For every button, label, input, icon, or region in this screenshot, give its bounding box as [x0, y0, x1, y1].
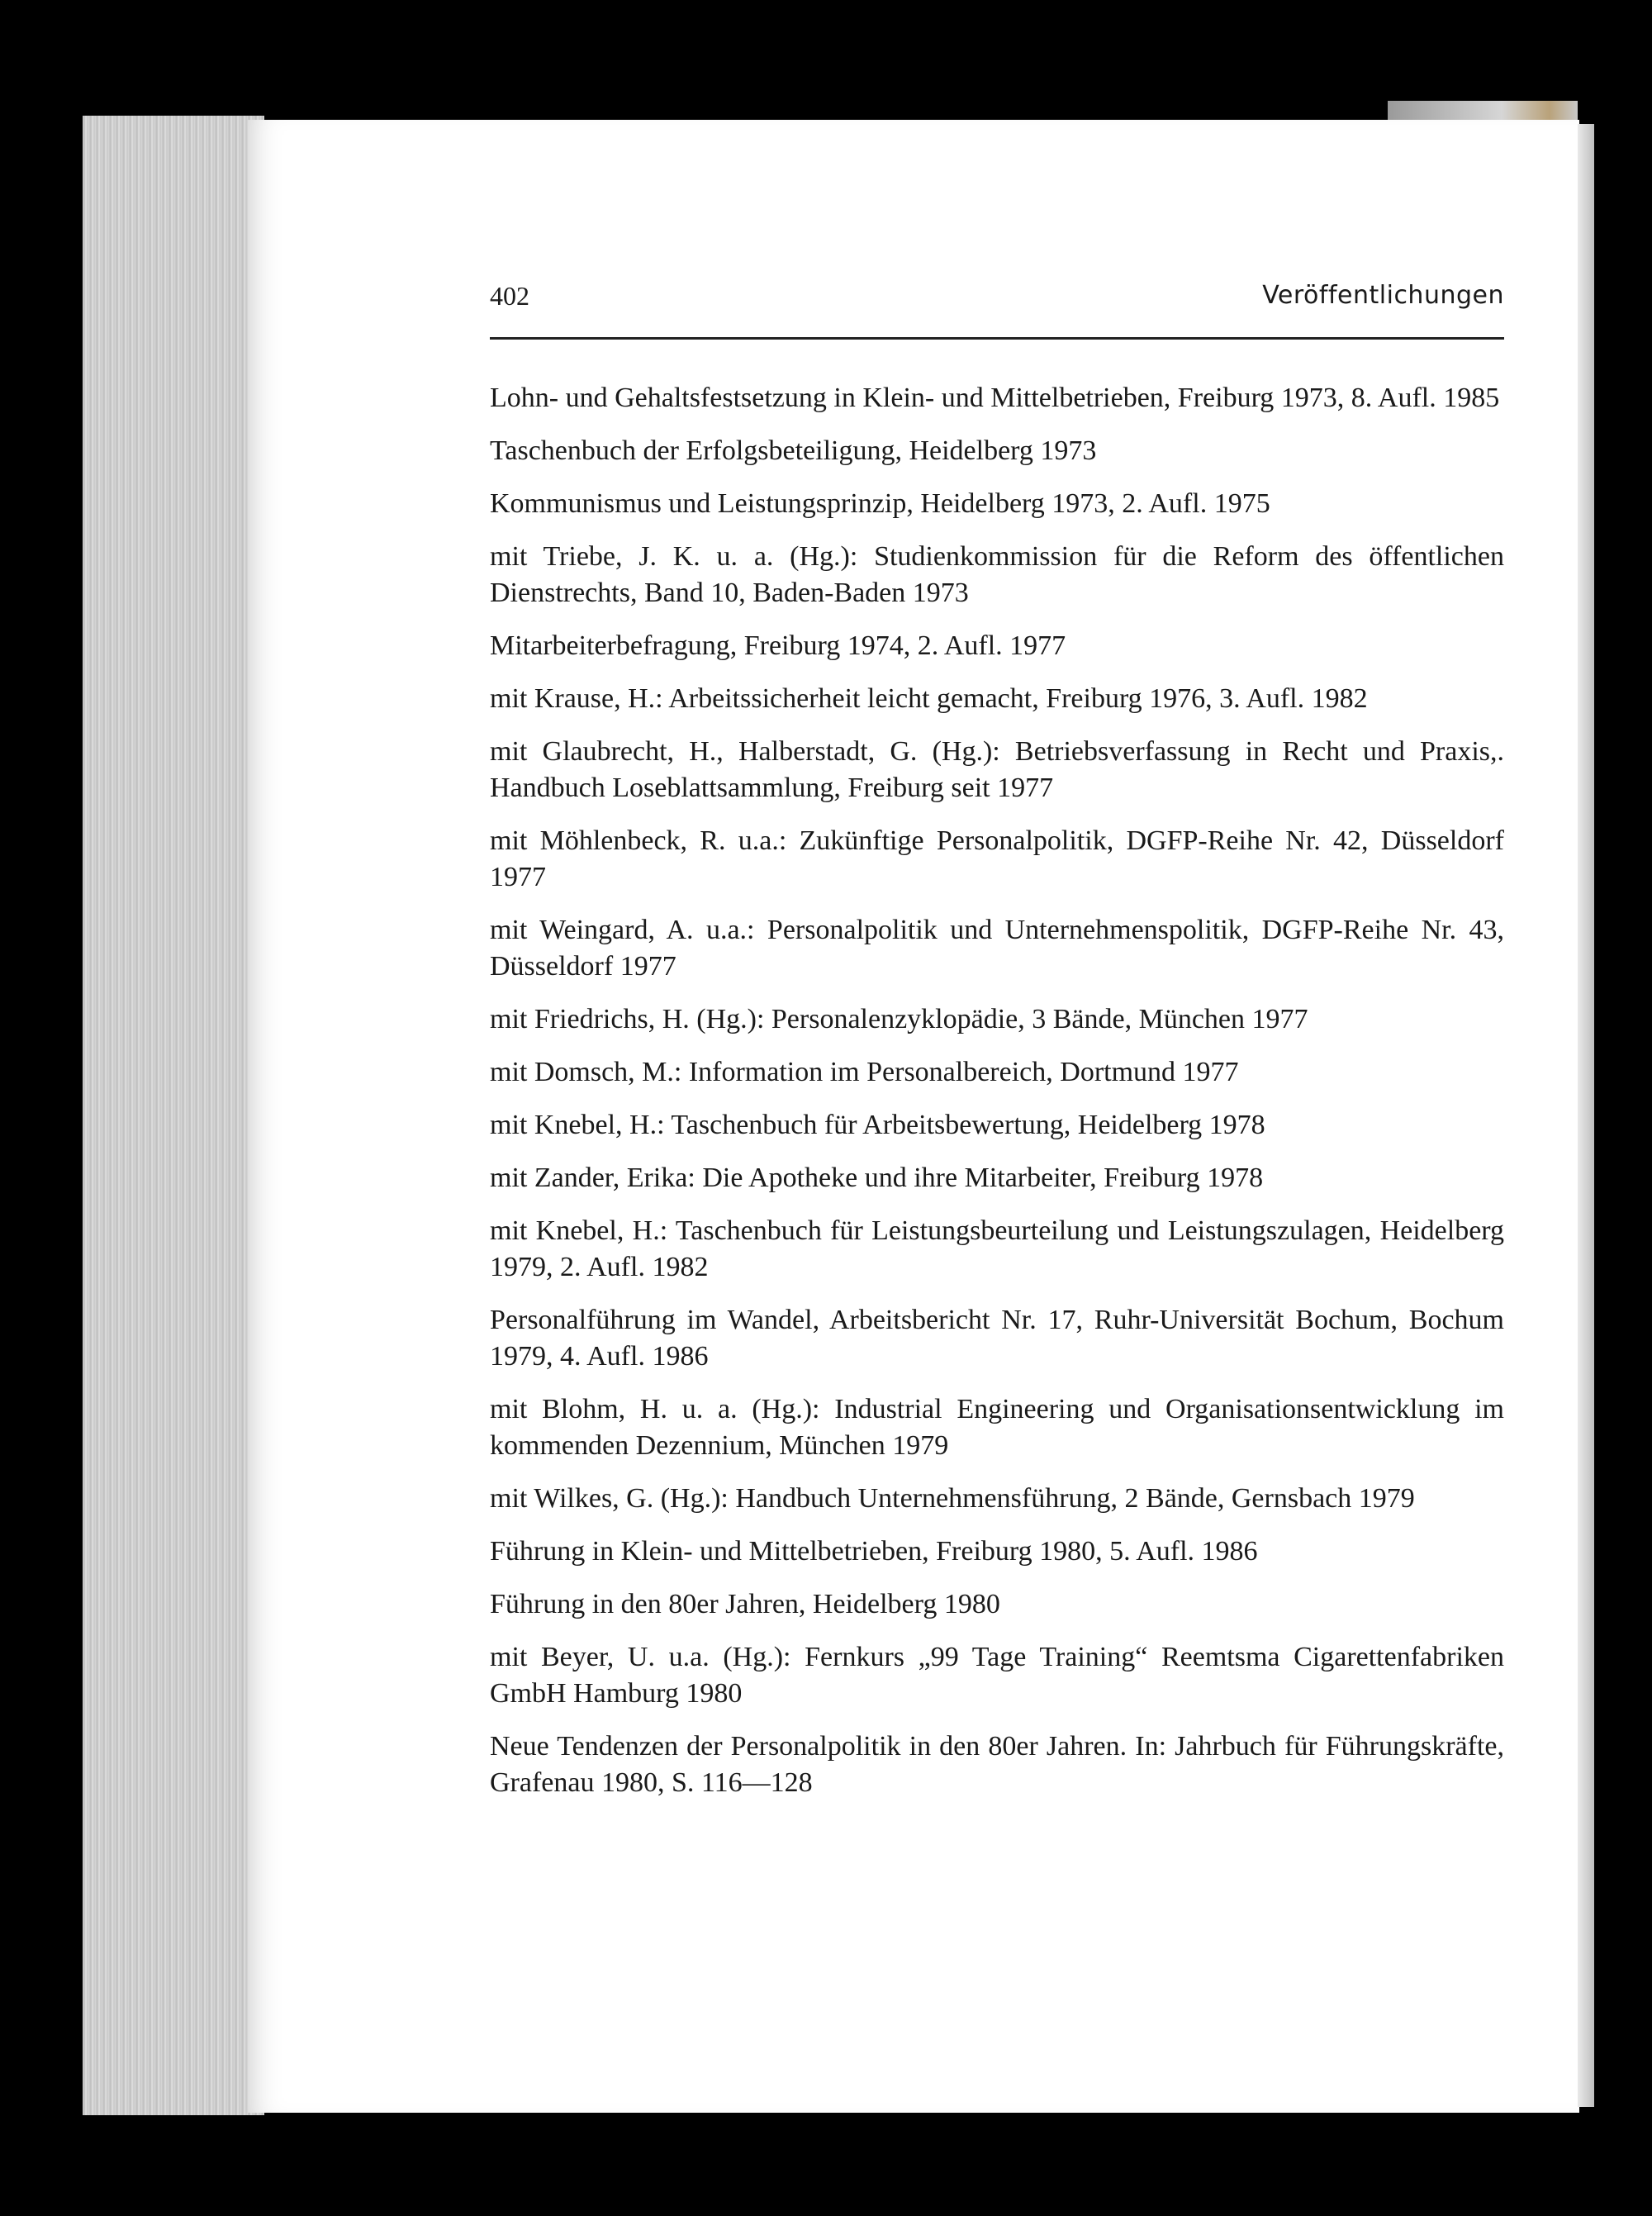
publication-entry: Führung in den 80er Jahren, Heidelberg 1980 — [490, 1589, 1000, 1619]
publication-entry: Mitarbeiterbefragung, Freiburg 1974, 2. Aufl. 1977 — [490, 630, 1066, 661]
publication-entry: mit Friedrichs, H. (Hg.): Personalenzyklopädie, 3 Bände, München 1977 — [490, 1004, 1308, 1034]
publication-entry: Kommunismus und Leistungsprinzip, Heidelberg 1973, 2. Aufl. 1975 — [490, 488, 1270, 519]
publication-entry: mit Domsch, M.: Information im Personalbereich, Dortmund 1977 — [490, 1057, 1239, 1087]
publication-entry: mit Blohm, H. u. a. (Hg.): Industrial Engineering und Organisationsentwicklung im kommenden Dezennium, München 1979 — [490, 1394, 1504, 1461]
publication-entry: mit Glaubrecht, H., Halberstadt, G. (Hg.): Betriebsverfassung in Recht und Praxis,. Handbuch Loseblattsammlung, Freiburg seit 1977 — [490, 736, 1504, 803]
publication-entry: mit Knebel, H.: Taschenbuch für Arbeitsbewertung, Heidelberg 1978 — [490, 1110, 1265, 1140]
publication-entry: mit Beyer, U. u.a. (Hg.): Fernkurs „99 Tage Training“ Reemtsma Cigarettenfabriken GmbH Hamburg 1980 — [490, 1642, 1504, 1709]
publication-entry: Neue Tendenzen der Personalpolitik in den 80er Jahren. In: Jahrbuch für Führungskräfte, Grafenau 1980, S. 116—128 — [490, 1731, 1504, 1798]
page-header — [490, 279, 1504, 340]
running-title: Veröffentlichungen — [1262, 281, 1504, 310]
publication-entry: Personalführung im Wandel, Arbeitsbericht Nr. 17, Ruhr-Universität Bochum, Bochum 1979, 4. Aufl. 1986 — [490, 1305, 1504, 1372]
page-right-edge — [1578, 124, 1594, 2107]
publication-entry: mit Zander, Erika: Die Apotheke und ihre Mitarbeiter, Freiburg 1978 — [490, 1163, 1264, 1193]
publication-entry: mit Triebe, J. K. u. a. (Hg.): Studienkommission für die Reform des öffentlichen Dienstrechts, Band 10, Baden-Baden 1973 — [490, 541, 1504, 608]
page-number: 402 — [490, 281, 529, 311]
publication-list — [490, 380, 1504, 1818]
page-block-edge — [83, 116, 264, 2115]
publication-entry: Lohn- und Gehaltsfestsetzung in Klein- und Mittelbetrieben, Freiburg 1973, 8. Aufl. 1985 — [490, 383, 1500, 413]
publication-entry: mit Möhlenbeck, R. u.a.: Zukünftige Personalpolitik, DGFP-Reihe Nr. 42, Düsseldorf 1977 — [490, 825, 1504, 892]
publication-entry: mit Wilkes, G. (Hg.): Handbuch Unternehmensführung, 2 Bände, Gernsbach 1979 — [490, 1483, 1415, 1514]
publication-entry: Taschenbuch der Erfolgsbeteiligung, Heidelberg 1973 — [490, 435, 1097, 466]
publication-entry: mit Weingard, A. u.a.: Personalpolitik und Unternehmenspolitik, DGFP-Reihe Nr. 43, Düsseldorf 1977 — [490, 915, 1504, 982]
publication-entry: Führung in Klein- und Mittelbetrieben, Freiburg 1980, 5. Aufl. 1986 — [490, 1536, 1258, 1567]
publication-entry: mit Knebel, H.: Taschenbuch für Leistungsbeurteilung und Leistungszulagen, Heidelberg 1979, 2. Aufl. 1982 — [490, 1215, 1504, 1282]
publication-entry: mit Krause, H.: Arbeitssicherheit leicht gemacht, Freiburg 1976, 3. Aufl. 1982 — [490, 683, 1368, 714]
